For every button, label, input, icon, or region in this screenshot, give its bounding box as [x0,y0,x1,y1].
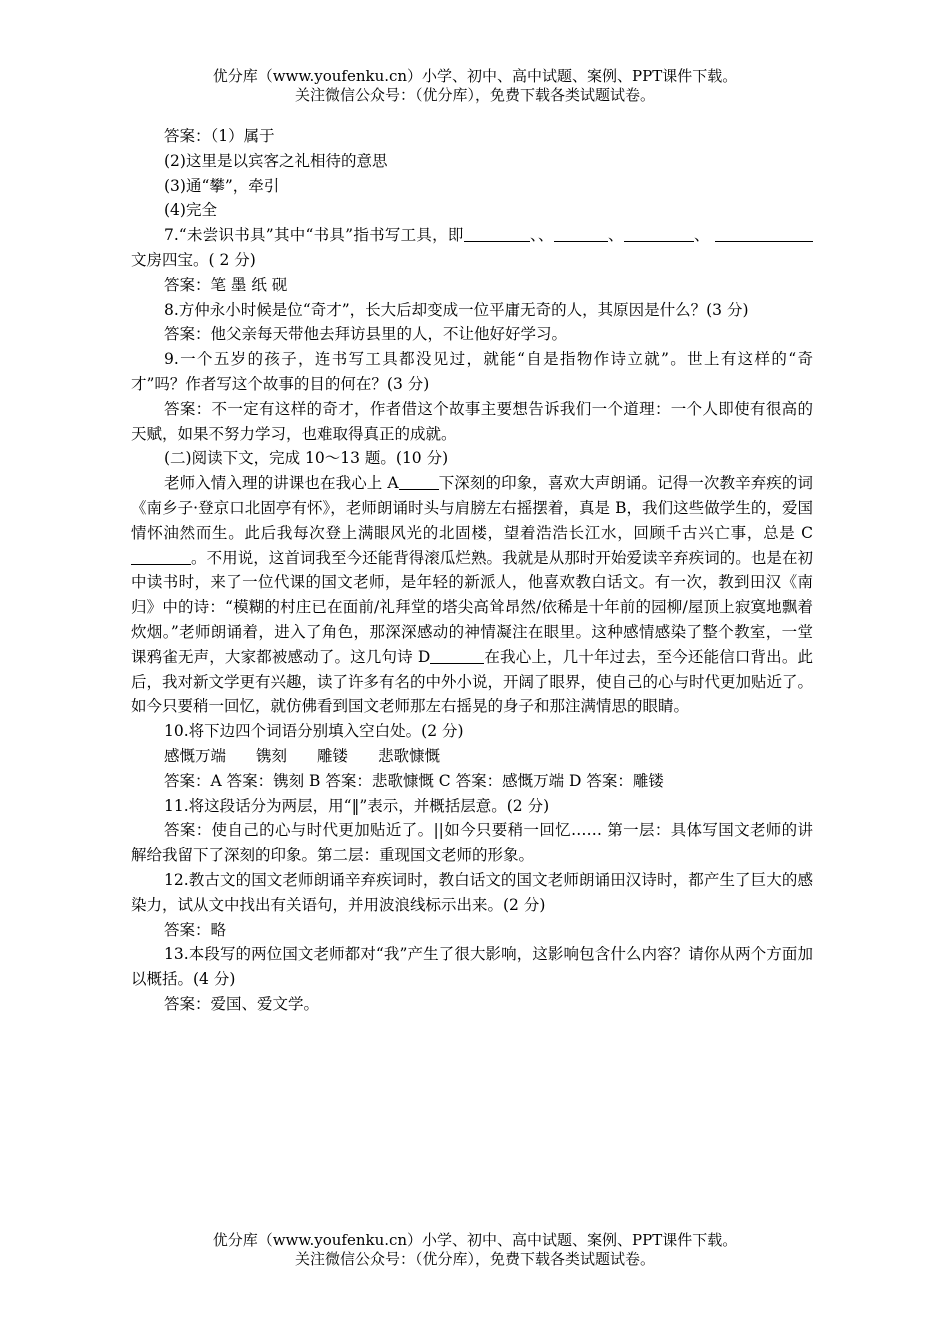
fill-blank-d[interactable] [430,647,484,664]
fill-blank[interactable] [464,225,530,242]
footer-line-1: 优分库（www.youfenku.cn）小学、初中、高中试题、案例、PPT课件下载。 [212,1231,738,1249]
question-11: 11.将这段话分为两层，用“‖”表示，并概括层意。(2 分) [164,796,550,815]
question-13: 13.本段写的两位国文老师都对“我”产生了很大影响，这影响包含什么内容？请你从两个方面加以概括。(4 分) [131,945,813,989]
question-9: 9.一个五岁的孩子，连书写工具都没见过，就能“自是指物作诗立就”。世上有这样的“奇才”吗？作者写这个故事的目的何在？(3 分) [131,350,813,393]
page-footer [0,1231,950,1269]
answer-6-4: (4)完全 [164,201,217,220]
question-12: 12.教古文的国文老师朗诵辛弃疾词时，教白话文的国文老师朗诵田汉诗时，都产生了巨大的感染力，试从文中找出有关语句，并用波浪线标示出来。(2 分) [131,870,813,914]
answer-6-2: (2)这里是以宾客之礼相待的意思 [164,151,388,170]
fill-blank-a[interactable] [399,473,439,490]
answer-6-1: 答案：（1）属于 [164,127,275,145]
footer-line-2: 关注微信公众号：（优分库），免费下载各类试题试卷。 [294,1250,655,1268]
word-option: 感慨万端 [164,746,227,765]
question-7: 7.“未尝识书具”其中“书具”指书写工具，即 、、 、 、 文房四宝。( 2 分) [131,223,813,273]
question-8: 8.方仲永小时候是位“奇才”，长大后却变成一位平庸无奇的人，其原因是什么？(3 分) [164,300,749,319]
header-line-1: 优分库（www.youfenku.cn）小学、初中、高中试题、案例、PPT课件下载。 [212,67,738,85]
page-header [0,67,950,105]
fill-blank-c[interactable] [131,548,191,565]
document-body [131,124,813,1017]
word-option: 雕镂 [317,746,349,765]
word-options [131,744,813,769]
word-option: 悲歌慷慨 [378,746,441,765]
fill-blank[interactable] [624,225,694,242]
fill-blank[interactable] [715,225,813,242]
answer-8: 答案：他父亲每天带他去拜访县里的人，不让他好好学习。 [164,325,568,344]
answer-7: 答案：笔 墨 纸 砚 [164,275,288,294]
word-option: 镌刻 [256,746,288,765]
answer-13: 答案：爱国、爱文学。 [164,994,320,1013]
header-line-2: 关注微信公众号：（优分库），免费下载各类试题试卷。 [294,86,655,104]
answer-10: 答案：A 答案：镌刻 B 答案：悲歌慷慨 C 答案：感慨万端 D 答案：雕镂 [164,771,664,790]
question-10: 10.将下边四个词语分别填入空白处。(2 分) [164,722,464,741]
answer-12: 答案：略 [164,920,227,939]
answer-11: 答案：使自己的心与时代更加贴近了。||如今只要稍一回忆…… 第一层：具体写国文老师的讲解给我留下了深刻的印象。第二层：重现国文老师的形象。 [131,821,813,865]
fill-blank[interactable] [554,225,608,242]
reading-passage: 老师入情入理的讲课也在我心上 A 下深刻的印象，喜欢大声朗诵。记得一次教辛弃疾的词《南乡子·登京口北固亭有怀》，老师朗诵时头与肩膀左右摇摆着，真是 B，我们这些做学生的，爱国情怀油然而生。此后我每次登上满眼风光的北固楼，望着浩浩长江水，回顾千古兴亡事，总是 C。不用说，这首词我至今还能背得滚瓜烂熟。我就是从那时开始爱读辛弃疾词的。也是在初中读书时，来了一位代课的国文老师，是年轻的新派人，他喜欢教白话文。有一次，教到田汉《南归》中的诗：“模糊的村庄已在面前/礼拜堂的塔尖高耸昂然/依稀是十年前的园柳/屋顶上寂寞地飘着炊烟。”老师朗诵着，进入了角色，那深深感动的神情凝注在眼里。这种感情感染了整个教室，一堂课鸦雀无声，大家都被感动了。这几句诗 D 在我心上，几十年过去，至今还能信口背出。此后，我对新文学更有兴趣，读了许多有名的中外小说，开阔了眼界，使自己的心与时代更加贴近了。如今只要稍一回忆，就仿佛看到国文老师那左右摇晃的身子和那注满情思的眼睛。 [131,474,814,716]
answer-6-3: (3)通“攀”，牵引 [164,176,280,195]
section-2-heading: (二)阅读下文，完成 10～13 题。(10 分) [164,449,449,468]
answer-9: 答案：不一定有这样的奇才，作者借这个故事主要想告诉我们一个道理：一个人即使有很高的天赋，如果不努力学习，也难取得真正的成就。 [131,399,813,443]
